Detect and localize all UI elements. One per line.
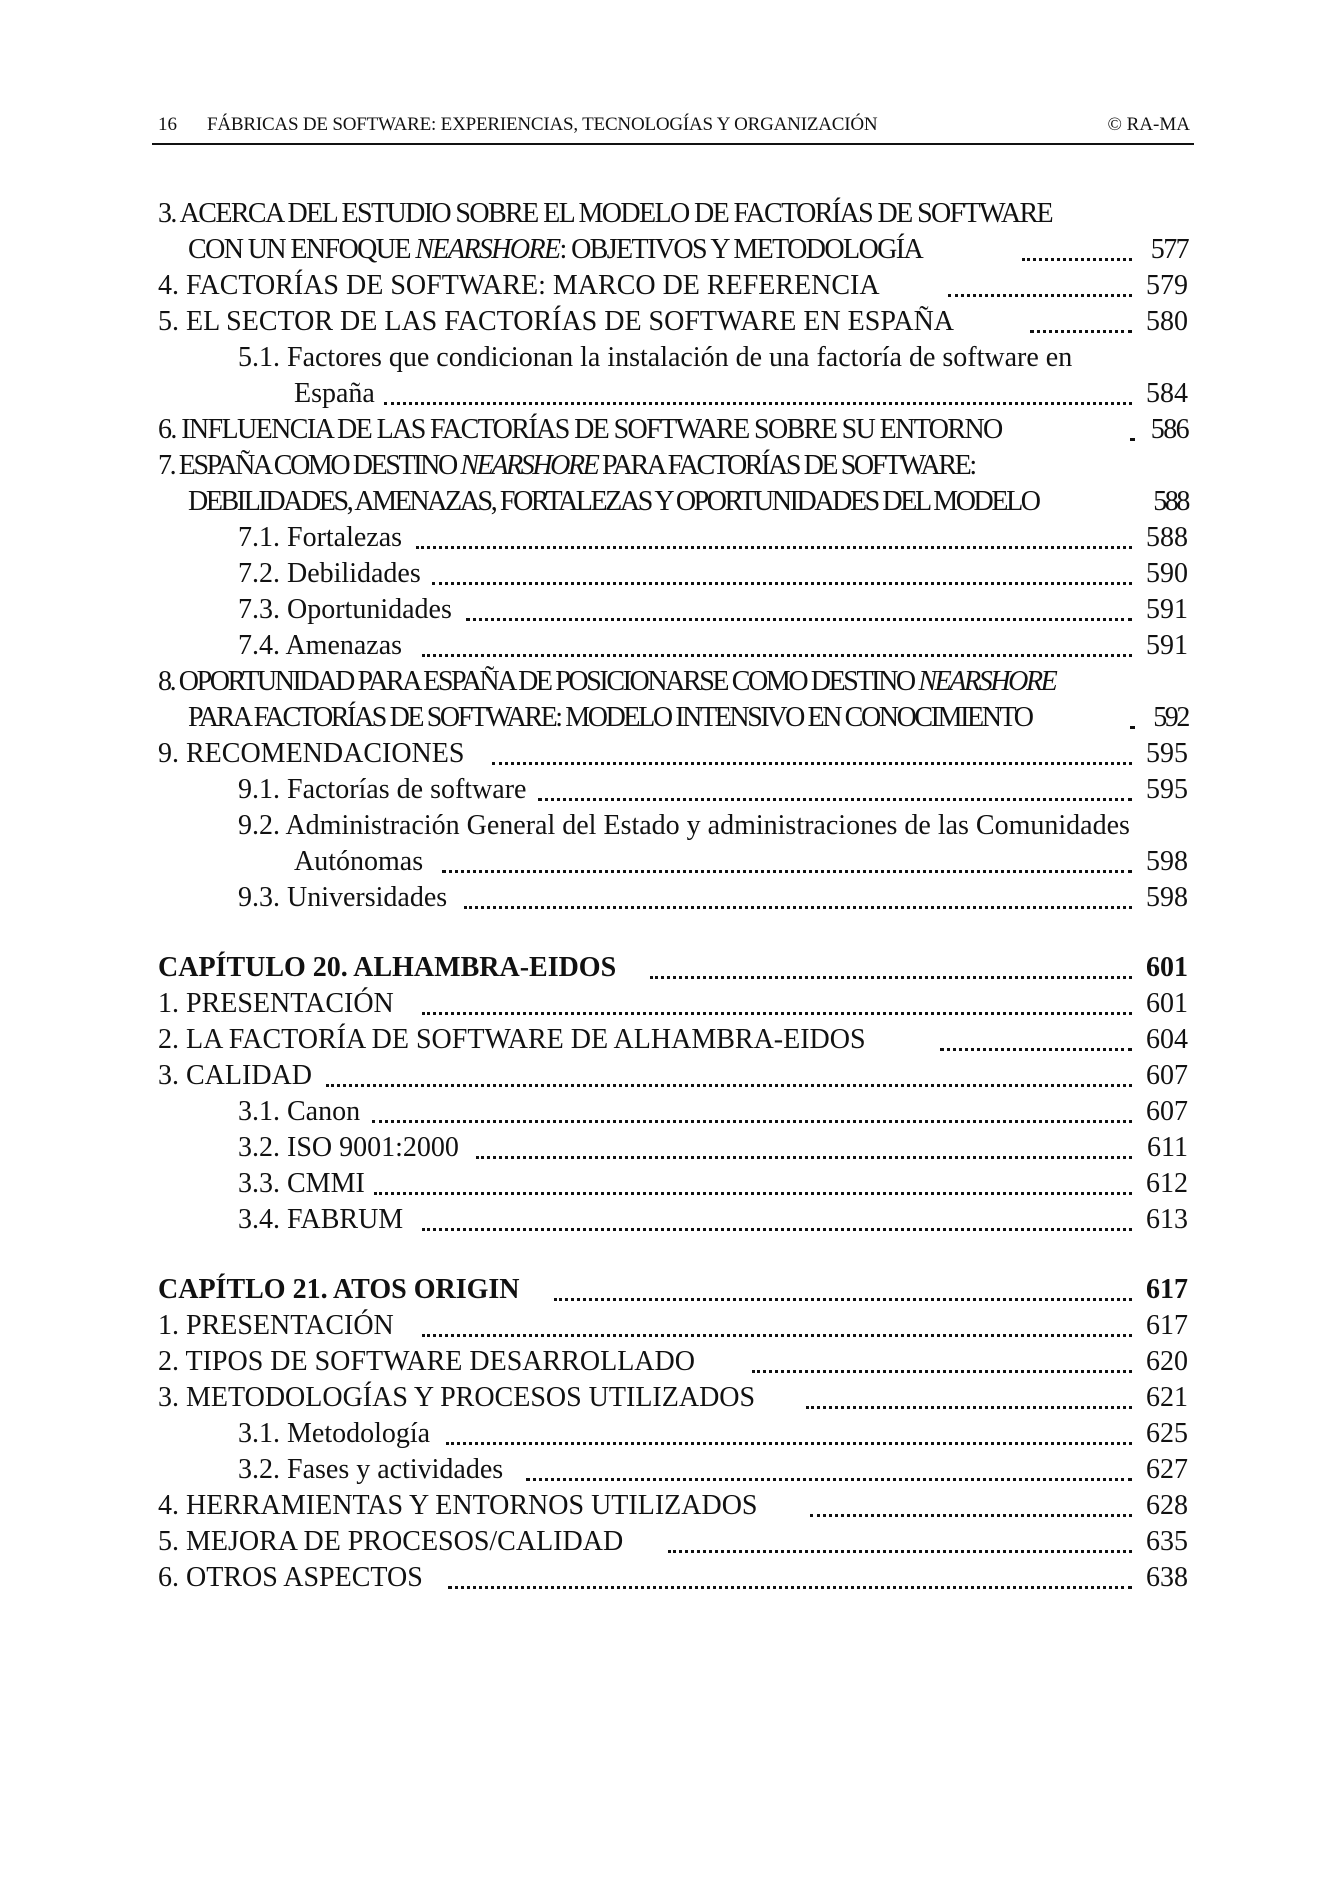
toc-entry[interactable] <box>158 520 1188 556</box>
dot-leader <box>1128 412 1136 448</box>
toc-entry-page: 612 <box>1146 1168 1188 1199</box>
running-header <box>152 113 1194 145</box>
toc-entry-page: 595 <box>1146 738 1188 769</box>
toc-entry[interactable] <box>158 700 1188 736</box>
toc-entry[interactable] <box>158 592 1188 628</box>
dot-leader <box>1128 700 1136 736</box>
toc-entry-title: 6. OTROS ASPECTOS <box>158 1562 423 1593</box>
toc-entry[interactable] <box>158 1344 1188 1380</box>
toc-entry[interactable] <box>158 736 1188 772</box>
dot-leader <box>382 376 1136 412</box>
dot-leader <box>446 1560 1136 1596</box>
toc-entry[interactable] <box>158 1308 1188 1344</box>
dot-leader <box>490 736 1136 772</box>
dot-leader <box>430 556 1136 592</box>
toc-entry[interactable] <box>158 484 1188 520</box>
toc-entry-title: Autónomas <box>294 846 424 877</box>
toc-entry-page: 613 <box>1146 1204 1188 1235</box>
toc-entry-title: 3. METODOLOGÍAS Y PROCESOS UTILIZADOS <box>158 1382 756 1413</box>
toc-entry[interactable] <box>158 304 1188 340</box>
toc-entry-title: 4. HERRAMIENTAS Y ENTORNOS UTILIZADOS <box>158 1490 758 1521</box>
dot-leader <box>420 628 1136 664</box>
toc-entry-title: 9.3. Universidades <box>238 882 448 913</box>
toc-entry-page: 591 <box>1146 594 1188 625</box>
toc-entry-page: 628 <box>1146 1490 1188 1521</box>
dot-leader <box>1020 232 1136 268</box>
toc-entry-page: 621 <box>1146 1382 1188 1413</box>
toc-entry[interactable] <box>158 1416 1188 1452</box>
toc-entry-page: 604 <box>1146 1024 1188 1055</box>
toc-entry[interactable] <box>158 376 1188 412</box>
toc-entry-page: 607 <box>1146 1096 1188 1127</box>
toc-entry[interactable] <box>158 196 1188 232</box>
toc-entry-title: 8. OPORTUNIDAD PARA ESPAÑA DE POSICIONARSE COMO DESTINO NEARSHORE <box>158 666 1056 697</box>
toc-entry-title: 3.1. Metodología <box>238 1418 431 1449</box>
toc-entry-page: 598 <box>1146 846 1188 877</box>
dot-leader <box>462 880 1136 916</box>
toc-entry-page: 620 <box>1146 1346 1188 1377</box>
toc-entry-page: 598 <box>1146 882 1188 913</box>
toc-entry-title: 2. TIPOS DE SOFTWARE DESARROLLADO <box>158 1346 695 1377</box>
toc-entry[interactable] <box>158 448 1188 484</box>
toc-entry[interactable] <box>158 808 1188 844</box>
toc-entry-title: CAPÍTLO 21. ATOS ORIGIN <box>158 1274 520 1305</box>
toc-entry-title: 7.1. Fortalezas <box>238 522 403 553</box>
dot-leader <box>440 844 1136 880</box>
toc-entry[interactable] <box>158 880 1188 916</box>
toc-entry-title: 5. EL SECTOR DE LAS FACTORÍAS DE SOFTWARE EN ESPAÑA <box>158 306 955 337</box>
toc-entry-page: 577 <box>1150 234 1188 265</box>
dot-leader <box>464 592 1136 628</box>
toc-entry-title: CON UN ENFOQUE NEARSHORE: OBJETIVOS Y METODOLOGÍA <box>188 234 923 265</box>
toc-entry-page: 611 <box>1147 1132 1188 1163</box>
toc-entry-page: 591 <box>1146 630 1188 661</box>
dot-leader <box>648 950 1136 986</box>
toc-entry-title: 3.2. ISO 9001:2000 <box>238 1132 459 1163</box>
toc-entry[interactable] <box>158 1380 1188 1416</box>
toc-entry[interactable] <box>158 232 1188 268</box>
dot-leader <box>370 1094 1136 1130</box>
toc-entry-page: 601 <box>1146 988 1188 1019</box>
toc-entry-page: 617 <box>1146 1310 1188 1341</box>
toc-entry-title: 6. INFLUENCIA DE LAS FACTORÍAS DE SOFTWARE SOBRE SU ENTORNO <box>158 414 1002 445</box>
dot-leader <box>536 772 1136 808</box>
toc-entry[interactable] <box>158 1022 1188 1058</box>
dot-leader <box>666 1524 1136 1560</box>
dot-leader <box>804 1380 1136 1416</box>
toc-entry-title: 9.2. Administración General del Estado y administraciones de las Comunidades <box>238 810 1130 841</box>
toc-entry[interactable] <box>158 268 1188 304</box>
toc-entry-page: 590 <box>1146 558 1188 589</box>
dot-leader <box>420 986 1136 1022</box>
toc-entry[interactable] <box>158 1166 1188 1202</box>
toc-entry-title: 3. CALIDAD <box>158 1060 312 1091</box>
toc-entry-title: CAPÍTULO 20. ALHAMBRA-EIDOS <box>158 952 617 983</box>
toc-entry-page: 635 <box>1146 1526 1188 1557</box>
toc-entry[interactable] <box>158 772 1188 808</box>
toc-entry[interactable] <box>158 1058 1188 1094</box>
book-title: FÁBRICAS DE SOFTWARE: EXPERIENCIAS, TECNOLOGÍAS Y ORGANIZACIÓN <box>207 114 878 135</box>
dot-leader <box>946 268 1136 304</box>
dot-leader <box>444 1416 1136 1452</box>
toc-entry[interactable] <box>158 1452 1188 1488</box>
toc-entry-page: 579 <box>1146 270 1188 301</box>
toc-entry-title: 3.4. FABRUM <box>238 1204 404 1235</box>
toc-entry-page: 588 <box>1146 522 1188 553</box>
toc-entry-title: PARA FACTORÍAS DE SOFTWARE: MODELO INTENSIVO EN CONOCIMIENTO <box>188 702 1032 733</box>
toc-entry-title: 7.2. Debilidades <box>238 558 421 589</box>
dot-leader <box>414 520 1136 556</box>
toc-entry-page: 580 <box>1146 306 1188 337</box>
chapter-heading[interactable] <box>158 950 1188 986</box>
chapter-heading[interactable] <box>158 1272 1188 1308</box>
toc-entry[interactable] <box>158 1488 1188 1524</box>
toc-entry-page: 638 <box>1146 1562 1188 1593</box>
toc-entry[interactable] <box>158 1560 1188 1596</box>
toc-entry-page: 617 <box>1146 1274 1188 1305</box>
toc-entry-page: 627 <box>1146 1454 1188 1485</box>
page-number: 16 <box>158 114 177 135</box>
toc-entry-title: España <box>294 378 375 409</box>
toc-entry-title: 3. ACERCA DEL ESTUDIO SOBRE EL MODELO DE FACTORÍAS DE SOFTWARE <box>158 198 1053 229</box>
toc-entry-title: 5. MEJORA DE PROCESOS/CALIDAD <box>158 1526 624 1557</box>
dot-leader <box>420 1202 1136 1238</box>
toc-entry-title: 9. RECOMENDACIONES <box>158 738 465 769</box>
toc-entry-page: 592 <box>1153 702 1188 733</box>
toc-entry[interactable] <box>158 340 1188 376</box>
toc-entry[interactable] <box>158 986 1188 1022</box>
dot-leader <box>750 1344 1136 1380</box>
toc-entry-title: 4. FACTORÍAS DE SOFTWARE: MARCO DE REFERENCIA <box>158 270 880 301</box>
dot-leader <box>420 1308 1136 1344</box>
toc-entry-page: 601 <box>1146 952 1188 983</box>
toc-entry-page: 586 <box>1150 414 1188 445</box>
toc-entry[interactable] <box>158 628 1188 664</box>
toc-entry-title: 7. ESPAÑA COMO DESTINO NEARSHORE PARA FACTORÍAS DE SOFTWARE: <box>158 450 975 481</box>
dot-leader <box>1133 484 1136 520</box>
toc-entry-page: 625 <box>1146 1418 1188 1449</box>
toc-entry[interactable] <box>158 412 1188 448</box>
toc-entry[interactable] <box>158 556 1188 592</box>
toc-entry-title: 1. PRESENTACIÓN <box>158 1310 394 1341</box>
toc-entry-title: 5.1. Factores que condicionan la instalación de una factoría de software en <box>238 342 1073 373</box>
dot-leader <box>938 1022 1136 1058</box>
toc-entry-title: 9.1. Factorías de software <box>238 774 527 805</box>
toc-entry[interactable] <box>158 1094 1188 1130</box>
dot-leader <box>372 1166 1136 1202</box>
dot-leader <box>552 1272 1136 1308</box>
copyright-notice: © RA-MA <box>1107 114 1190 135</box>
toc-entry-title: 7.3. Oportunidades <box>238 594 452 625</box>
toc-entry-title: DEBILIDADES, AMENAZAS, FORTALEZAS Y OPORTUNIDADES DEL MODELO <box>188 486 1039 517</box>
dot-leader <box>1028 304 1136 340</box>
toc-entry[interactable] <box>158 664 1188 700</box>
toc-entry[interactable] <box>158 844 1188 880</box>
toc-entry-title: 2. LA FACTORÍA DE SOFTWARE DE ALHAMBRA-EIDOS <box>158 1024 866 1055</box>
dot-leader <box>808 1488 1136 1524</box>
toc-entry-title: 3.3. CMMI <box>238 1168 365 1199</box>
toc-entry-title: 7.4. Amenazas <box>238 630 403 661</box>
dot-leader <box>524 1452 1136 1488</box>
dot-leader <box>474 1130 1136 1166</box>
toc-entry-title: 3.2. Fases y actividades <box>238 1454 504 1485</box>
toc-entry-title: 3.1. Canon <box>238 1096 361 1127</box>
toc-entry-page: 595 <box>1146 774 1188 805</box>
toc-entry-title: 1. PRESENTACIÓN <box>158 988 394 1019</box>
toc-entry-page: 607 <box>1146 1060 1188 1091</box>
toc-entry[interactable] <box>158 1524 1188 1560</box>
toc-entry-page: 588 <box>1153 486 1188 517</box>
dot-leader <box>324 1058 1136 1094</box>
toc-entry[interactable] <box>158 1202 1188 1238</box>
toc-entry-page: 584 <box>1146 378 1188 409</box>
toc-entry[interactable] <box>158 1130 1188 1166</box>
